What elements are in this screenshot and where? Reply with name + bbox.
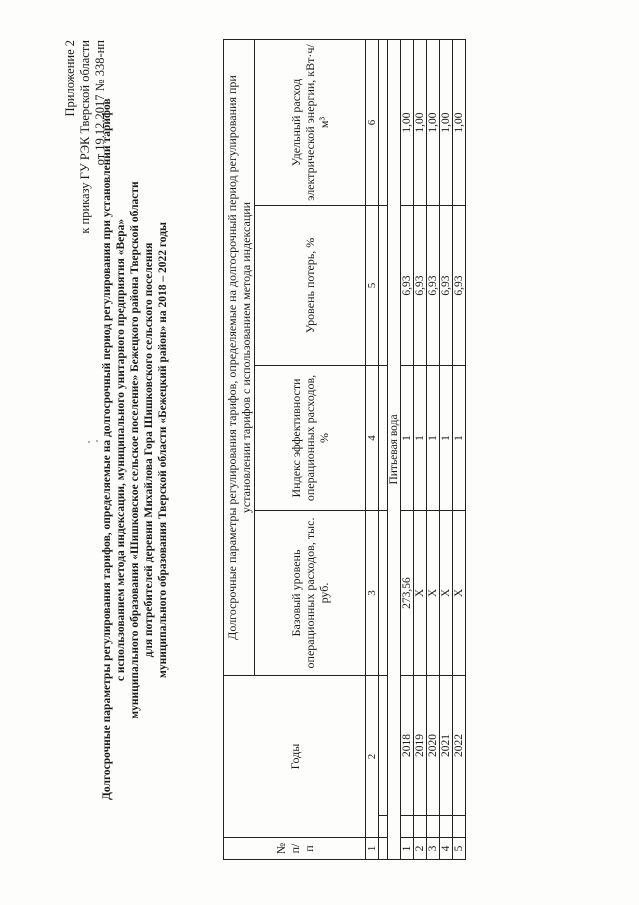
header-efficiency-index: Индекс эффективности операционных расходов, % (255, 366, 366, 511)
header-group: Долгосрочные параметры регулирования тарифов, определяемые на долгосрочный период регулирования при установлении тарифов с использованием метода индексации (224, 39, 255, 675)
title-line: с использованием метода индексации, муниципального унитарного предприятия «Вера» (115, 218, 127, 682)
column-number: 4 (366, 366, 379, 511)
row-year: 2018 (401, 676, 414, 816)
row-base-expenses: Х (427, 511, 440, 676)
row-loss-level: 6,93 (427, 206, 440, 366)
row-loss-level: 6,93 (453, 206, 466, 366)
row-year: 2021 (440, 676, 453, 816)
title-line: для потребителей деревни Михайлова Гора Шишковского сельского поселения (143, 242, 155, 658)
header-pp-label: п/п (287, 843, 316, 854)
section-row (388, 39, 401, 859)
row-base-expenses: Х (414, 511, 427, 676)
spacer-row (379, 39, 388, 859)
title-line: муниципального образования «Шишковское сельское поселение» Бежецкого района Тверской области (129, 181, 141, 719)
scan-speck (88, 441, 90, 443)
row-power-consumption: 1,00 (414, 39, 427, 205)
header-power-consumption: Удельный расход электрической энергии, кВт·ч/м³ (255, 39, 366, 205)
annex-order-date: от 19.12.2017 № 338-нп (93, 40, 107, 166)
row-year: 2020 (427, 676, 440, 816)
tariff-parameters-table (223, 39, 466, 860)
row-number: 1 (401, 838, 414, 860)
row-number: 3 (427, 838, 440, 860)
column-numbers-row (366, 39, 379, 859)
table-row (401, 39, 414, 859)
table-row (440, 39, 453, 859)
row-base-expenses: Х (453, 511, 466, 676)
header-row-number (224, 838, 366, 860)
row-efficiency-index: 1 (453, 366, 466, 511)
header-no-label: № (273, 842, 288, 855)
row-year: 2019 (414, 676, 427, 816)
row-number: 4 (440, 838, 453, 860)
row-loss-level: 6,93 (440, 206, 453, 366)
column-number: 6 (366, 39, 379, 205)
row-base-expenses: 273,56 (401, 511, 414, 676)
row-power-consumption: 1,00 (440, 39, 453, 205)
title-line: муниципального образования Тверской области «Бежецкий район» на 2018 – 2022 годы (157, 222, 169, 678)
document-title (100, 100, 170, 800)
row-power-consumption: 1,00 (453, 39, 466, 205)
row-efficiency-index: 1 (427, 366, 440, 511)
title-line: Долгосрочные параметры регулирования тарифов, определяемые на долгосрочный период регулирования при установлении тарифов (101, 98, 113, 800)
row-efficiency-index: 1 (401, 366, 414, 511)
scan-speck (96, 440, 98, 442)
annex-number: Приложение 2 (63, 40, 77, 117)
row-efficiency-index: 1 (414, 366, 427, 511)
column-number: 2 (366, 676, 379, 838)
row-power-consumption: 1,00 (401, 39, 414, 205)
header-loss-level: Уровень потерь, % (255, 206, 366, 366)
row-number: 5 (453, 838, 466, 860)
annex-order-ref: к приказу ГУ РЭК Тверской области (78, 40, 92, 234)
row-loss-level: 6,93 (401, 206, 414, 366)
row-power-consumption: 1,00 (427, 39, 440, 205)
table-row (414, 39, 427, 859)
table-row (453, 39, 466, 859)
row-base-expenses: Х (440, 511, 453, 676)
header-base-expenses: Базовый уровень операционных расходов, тыс. руб. (255, 511, 366, 676)
column-number: 3 (366, 511, 379, 676)
column-number: 1 (366, 838, 379, 860)
column-number: 5 (366, 206, 379, 366)
row-efficiency-index: 1 (440, 366, 453, 511)
header-years: Годы (224, 676, 366, 838)
row-number: 2 (414, 838, 427, 860)
section-drinking-water: Питьевая вода (388, 39, 401, 859)
table-row (427, 39, 440, 859)
row-loss-level: 6,93 (414, 206, 427, 366)
row-year: 2022 (453, 676, 466, 816)
